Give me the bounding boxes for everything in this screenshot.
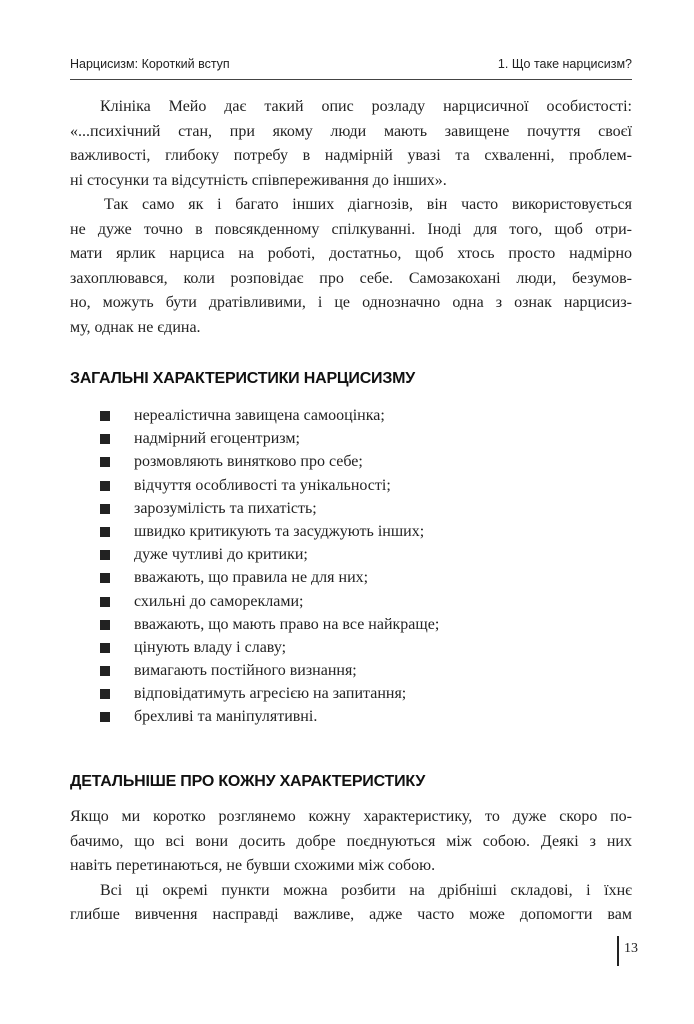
intro-paragraph-2-line-5: но, можуть бути дратівливими, і це однозначно одна з ознак нарцисиз- bbox=[70, 294, 632, 311]
bullet-square-icon bbox=[100, 527, 110, 537]
list-item: брехливі та маніпулятивні. bbox=[100, 705, 439, 728]
section-heading-general-characteristics: ЗАГАЛЬНІ ХАРАКТЕРИСТИКИ НАРЦИСИЗМУ bbox=[70, 370, 416, 387]
section2-paragraph-1-line-1: Якщо ми коротко розглянемо кожну характеристику, то дуже скоро по- bbox=[70, 808, 632, 825]
bullet-square-icon bbox=[100, 643, 110, 653]
list-item: нереалістична завищена самооцінка; bbox=[100, 404, 439, 427]
list-item: вимагають постійного визнання; bbox=[100, 659, 439, 682]
list-item: дуже чутливі до критики; bbox=[100, 543, 439, 566]
running-header bbox=[70, 57, 632, 80]
list-item: зарозумілість та пихатість; bbox=[100, 497, 439, 520]
bullet-square-icon bbox=[100, 457, 110, 467]
list-item: швидко критикують та засуджують інших; bbox=[100, 520, 439, 543]
bullet-square-icon bbox=[100, 481, 110, 491]
section2-paragraph-2-line-1: Всі ці окремі пункти можна розбити на дрібніші складові, і їхнє bbox=[100, 881, 632, 899]
page-number: 13 bbox=[624, 941, 638, 956]
intro-paragraph-2-line-4: захоплювався, коли розповідає про себе. Самозакохані люди, безумов- bbox=[70, 269, 632, 287]
list-item: схильні до самореклами; bbox=[100, 590, 439, 613]
bullet-square-icon bbox=[100, 411, 110, 421]
bullet-square-icon bbox=[100, 597, 110, 607]
intro-paragraph-1-line-2: «...психічний стан, при якому люди мають завищене почуття своєї bbox=[70, 122, 632, 140]
intro-paragraph-2-line-3: мати ярлик нарциса на роботі, достатньо, щоб хтось просто надмірно bbox=[70, 245, 632, 262]
header-chapter-title: 1. Що таке нарцисизм? bbox=[497, 57, 632, 71]
list-item: надмірний егоцентризм; bbox=[100, 427, 439, 450]
intro-paragraph-2-line-1: Так само як і багато інших діагнозів, він часто використовується bbox=[104, 196, 632, 213]
bullet-square-icon bbox=[100, 573, 110, 583]
bullet-square-icon bbox=[100, 689, 110, 699]
section2-paragraph-1-line-3: навіть перетинаються, не бувши схожими між собою. bbox=[70, 857, 436, 874]
section-heading-details: ДЕТАЛЬНІШЕ ПРО КОЖНУ ХАРАКТЕРИСТИКУ bbox=[70, 773, 426, 790]
intro-paragraph-2-line-2: не дуже точно в повсякденному спілкуванні. Іноді для того, щоб отри- bbox=[70, 220, 632, 238]
bullet-square-icon bbox=[100, 666, 110, 676]
intro-paragraph-1-line-1: Клініка Мейо дає такий опис розладу нарцисичної особистості: bbox=[100, 98, 632, 115]
bullet-square-icon bbox=[100, 504, 110, 514]
list-item: цінують владу і славу; bbox=[100, 636, 439, 659]
intro-paragraph-2-line-6: му, однак не єдина. bbox=[70, 318, 201, 336]
list-item: відчуття особливості та унікальності; bbox=[100, 474, 439, 497]
list-item: вважають, що правила не для них; bbox=[100, 566, 439, 589]
bullet-square-icon bbox=[100, 434, 110, 444]
characteristics-list bbox=[100, 404, 439, 729]
section2-paragraph-1-line-2: бачимо, що всі вони досить добре поєднуються між собою. Деякі з них bbox=[70, 832, 632, 850]
bullet-square-icon bbox=[100, 712, 110, 722]
page-number-rule bbox=[617, 936, 619, 966]
intro-paragraph-1-line-3: важливості, глибоку потребу в надмірній увазі та схваленні, проблем- bbox=[70, 147, 632, 164]
bullet-square-icon bbox=[100, 550, 110, 560]
list-item: відповідатимуть агресією на запитання; bbox=[100, 682, 439, 705]
list-item: розмовляють винятково про себе; bbox=[100, 450, 439, 473]
intro-paragraph-1-line-4: ні стосунки та відсутність співпереживання до інших». bbox=[70, 171, 447, 189]
list-item: вважають, що мають право на все найкраще; bbox=[100, 613, 439, 636]
section2-paragraph-2-line-2: глибше вивчення насправді важливе, адже часто може допомогти вам bbox=[70, 906, 632, 923]
header-book-title: Нарцисизм: Короткий вступ bbox=[70, 57, 230, 71]
bullet-square-icon bbox=[100, 620, 110, 630]
